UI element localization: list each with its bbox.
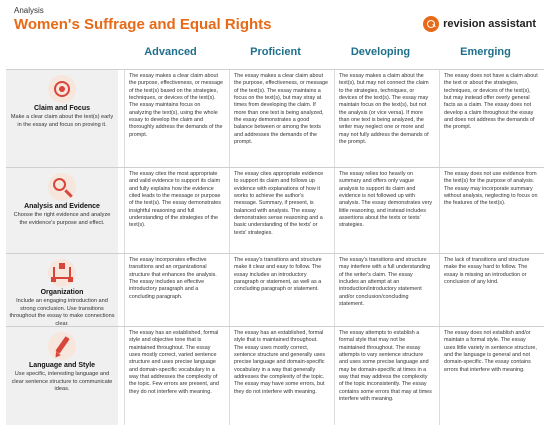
brand-logo xyxy=(423,16,536,32)
column-headers xyxy=(0,46,550,66)
brand-name: revision assistant xyxy=(443,18,536,30)
rubric-cell-advanced: The essay incorporates effective transitions and an organizational structure that enhances the analysis. The essay includes an effective introductory paragraph and a concluding paragraph. xyxy=(124,254,225,326)
column-header-emerging: Emerging xyxy=(460,46,511,58)
criterion-description: Make a clear claim about the text(s) early in the essay and focus on proving it. xyxy=(10,114,114,128)
rubric-cell-emerging: The essay does not use evidence from the text(s) for the purpose of analysis. The essay may incorporate summary without analysis, neglecting to focus on the features of the text(s). xyxy=(439,168,540,253)
rubric-cell-emerging: The lack of transitions and structure make the essay hard to follow. The essay is missing an introduction or conclusion of any kind. xyxy=(439,254,540,326)
rubric-cell-proficient: The essay has an established, formal style that is maintained throughout. The essay uses mostly correct, sentence structure and generally uses precise language and domain-specific vocabulary in a way that generally addresses the complexity of the topic. The essay may have some errors, but they do not interfere with meaning. xyxy=(229,327,330,425)
column-header-developing: Developing xyxy=(350,46,411,58)
page-header xyxy=(14,6,536,42)
column-header-advanced: Advanced xyxy=(144,46,197,58)
rubric-row-analysis-evidence xyxy=(6,167,544,253)
rubric-cell-advanced: The essay makes a clear claim about the purpose, effectiveness, or message of the text(s) based on the strategies, techniques, or devices of the text(s). The essay maintains focus on analyzing the text(s), using the whole essay to develop the claim and thoroughly address the demands of the prompt. xyxy=(124,70,225,167)
rubric-row-language-style xyxy=(6,326,544,425)
rubric-cell-proficient: The essay makes a clear claim about the purpose, effectiveness, or message of the text(s). The essay maintains a focus on the text(s), but may stray at times from developing the claim. If more than one text is being analyzed, the essay demonstrates a good balance between or among the texts and addresses the demands of the prompt. xyxy=(229,70,330,167)
criterion-cell xyxy=(6,254,118,326)
pencil-icon xyxy=(48,332,76,360)
magnifying-glass-icon xyxy=(48,173,76,201)
document-type-label: Analysis xyxy=(14,6,44,15)
criterion-cell xyxy=(6,168,118,253)
rubric-cell-developing: The essay attempts to establish a formal style that may not be maintained throughout. The essay attempts to vary sentence structure and uses some precise language and may be domain-specific at times in a way that may address the complexity of the topic inconsistently. The essay contains some errors that may at times interfere with meaning. xyxy=(334,327,435,425)
criterion-name: Analysis and Evidence xyxy=(24,203,100,210)
rubric-cell-advanced: The essay cites the most appropriate and valid evidence to support its claim and fully explains how the evidence cited leads to the message or purpose of the text(s). The essay demonstrates insightful reasoning and full understanding of the strategies of the text(s). xyxy=(124,168,225,253)
rubric-cell-advanced: The essay has an established, formal style and objective tone that is maintained throughout. The essay uses mostly correct, varied sentence structure and uses precise language and domain-specific vocabulary in a way that addresses the complexity of the topic. Few errors are present, and they do not interfere with meaning. xyxy=(124,327,225,425)
column-header-proficient: Proficient xyxy=(250,46,301,58)
org-chart-icon xyxy=(48,259,76,287)
rubric-cell-proficient: The essay's transitions and structure make it clear and easy to follow. The essay includes an introductory paragraph or statement, as well as a concluding paragraph or statement. xyxy=(229,254,330,326)
criterion-name: Claim and Focus xyxy=(33,105,90,112)
criterion-description: Choose the right evidence and analyze the evidence's purpose and effect. xyxy=(13,212,111,226)
criterion-description: Use specific, interesting language and clear sentence structure to communicate ideas. xyxy=(11,371,113,393)
rubric-table xyxy=(6,69,544,425)
rubric-cell-developing: The essay's transitions and structure may interfere with a full understanding of the writer's claim. The essay includes an attempt at an introduction/introductory statement and/or conclusion/concluding statement. xyxy=(334,254,435,326)
rubric-cell-emerging: The essay does not establish and/or maintain a formal style. The essay uses little variety in sentence structure, and the language is general and not domain-specific. The essay contains errors that interfere with meaning. xyxy=(439,327,540,425)
target-icon xyxy=(48,75,76,103)
rubric-row-organization xyxy=(6,253,544,326)
criterion-name: Organization xyxy=(40,289,84,296)
criterion-cell xyxy=(6,70,118,167)
rubric-cell-proficient: The essay cites appropriate evidence to support its claim and follows up evidence with explanations of how it works to achieve the author's message. Summary, if present, is balanced with analysis. The essay demonstrates sense reasoning and a basic understanding of the texts' or texts' strategies. xyxy=(229,168,330,253)
page-title: Women's Suffrage and Equal Rights xyxy=(14,16,272,33)
rubric-row-claim-focus xyxy=(6,69,544,167)
rubric-cell-emerging: The essay does not have a claim about the text or about the strategies, techniques, or devices of the text(s), but may instead offer overly general facts as a claim. The essay does not develop a claim throughout the essay and does not address the demands of the prompt. xyxy=(439,70,540,167)
criterion-cell xyxy=(6,327,118,425)
criterion-name: Language and Style xyxy=(28,362,96,369)
magnifier-badge-icon xyxy=(423,16,439,32)
rubric-cell-developing: The essay makes a claim about the text(s), but may not connect the claim to the strategies, techniques, or devices of the text(s). The essay may maintain focus on the text(s), but not the analysis (or vice versa). If more than one text is being analyzed, the writer may neglect one or more and may not fully address the demands of the prompt. xyxy=(334,70,435,167)
criterion-description: Include an engaging introduction and strong conclusion. Use transitions throughout the essay to make connections clear. xyxy=(9,298,115,328)
rubric-cell-developing: The essay relies too heavily on summary and offers only vague analysis to support its claim and evidence is not followed up with analysis. The essay demonstrates very little reasoning, and instead includes assertions about the texts or texts' strategies. xyxy=(334,168,435,253)
